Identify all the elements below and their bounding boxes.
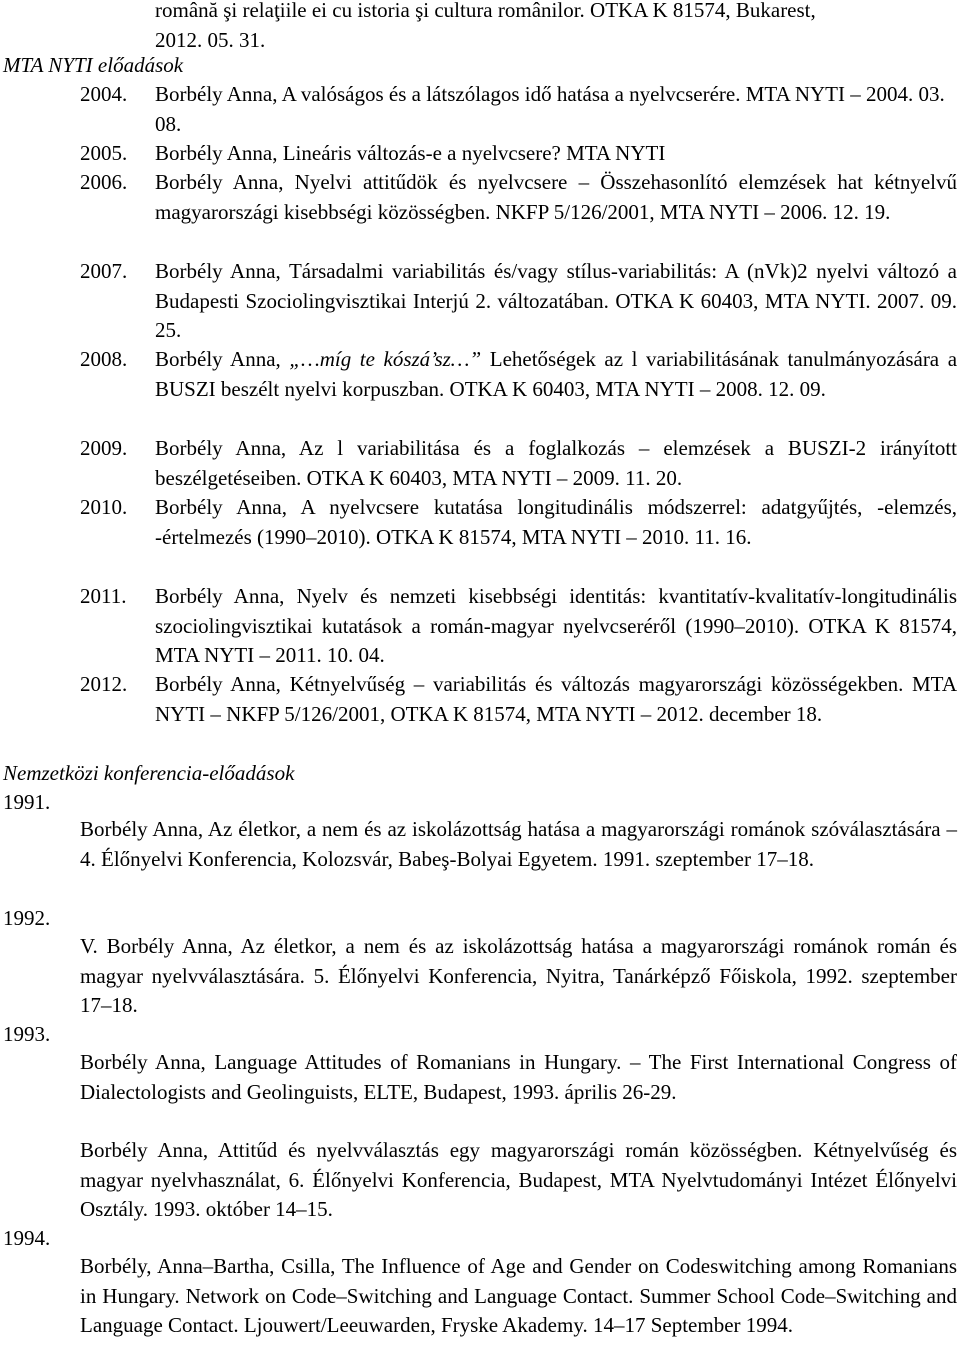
entry-text: Borbély Anna, Társadalmi variabilitás és/vagy stílus-variabilitás: A (nVk)2 nyelvi változó a Budapesti Szociolingvisztikai Interjú 2. változatában. OTKA K 60403, MTA NYTI. 2007. 09. 25. [155,259,957,342]
nyti-entry-2010 [80,493,957,552]
section-heading-international: Nemzetközi konferencia-előadások [3,761,295,785]
intl-entry-1994: Borbély, Anna–Bartha, Csilla, The Influence of Age and Gender on Codeswitching among Romanians in Hungary. Network on Code–Switching and Language Contact. Summer School Code–Switching and Language Contact. Ljouwert/Leeuwarden, Fryske Akademy. 14–17 September 1994. [80,1254,957,1337]
entry-year: 2009. [80,436,128,460]
intl-entry-1993-b: Borbély Anna, Attitűd és nyelvválasztás egy magyarországi román közösségben. Kétnyelvűség és magyar nyelvhasználat, 6. Élőnyelvi Konferencia, Budapest, MTA Nyelvtudományi Intézet Élőnyelvi Osztály. 1993. október 14–15. [80,1138,957,1221]
nyti-entry-2007 [80,257,957,346]
intl-year-1992: 1992. [3,906,51,930]
nyti-entry-2005 [80,139,957,169]
entry-year: 2011. [80,584,127,608]
intl-year-1991: 1991. [3,790,51,814]
entry-year: 2004. [80,82,128,106]
section-heading-nyti: MTA NYTI előadások [3,53,184,77]
entry-year: 2012. [80,672,128,696]
entry-text: Borbély Anna, Az l variabilitása és a foglalkozás – elemzések a BUSZI-2 irányított beszélgetéseiben. OTKA K 60403, MTA NYTI – 2009. 11. 20. [155,436,957,490]
nyti-entry-2011 [80,582,957,671]
entry-text: Borbély Anna, A valóságos és a látszólagos idő hatása a nyelvcserére. MTA NYTI – 2004. 03. 08. [155,82,945,136]
entry-year: 2005. [80,141,128,165]
entry-text [155,345,957,404]
nyti-entry-2004 [80,80,957,139]
continued-entry [155,0,957,55]
entry-text: Borbély Anna, Lineáris változás-e a nyelvcsere? MTA NYTI [155,141,666,165]
entry-text: Borbély Anna, Nyelvi attitűdök és nyelvcsere – Összehasonlító elemzések hat kétnyelvű magyarországi kisebbségi közösségben. NKFP 5/126/2001, MTA NYTI – 2006. 12. 19. [155,170,957,224]
intl-year-1993: 1993. [3,1022,51,1046]
entry-text-author: Borbély Anna, [155,347,290,371]
entry-year: 2006. [80,170,128,194]
entry-text-rest: Lehetőségek az l variabilitásának tanulmányozására a BUSZI beszélt nyelvi korpuszban. OTKA K 60403, MTA NYTI – 2008. 12. 09. [155,347,958,401]
intl-entry-1992: V. Borbély Anna, Az életkor, a nem és az iskolázottság hatása a magyarországi románok román és magyar nyelvválasztására. 5. Élőnyelvi Konferencia, Nyitra, Tanárképző Főiskola, 1992. szeptember 17–18. [80,934,957,1017]
nyti-entry-2006 [80,168,957,227]
nyti-entry-2009 [80,434,957,493]
entry-text: Borbély Anna, A nyelvcsere kutatása longitudinális módszerrel: adatgyűjtés, -elemzés, -értelmezés (1990–2010). OTKA K 81574, MTA NYTI – 2010. 11. 16. [155,495,957,549]
entry-text: Borbély Anna, Nyelv és nemzeti kisebbségi identitás: kvantitatív-kvalitatív-longitudinális szociolingvisztikai kutatások a román-magyar nyelvcseréről (1990–2010). OTKA K 81574, MTA NYTI – 2011. 10. 04. [155,584,957,667]
continued-line-2: 2012. 05. 31. [155,27,266,52]
entry-year: 2008. [80,347,128,371]
continued-line-1: română şi relaţiile ei cu istoria şi cultura românilor. OTKA K 81574, Bukarest, [155,0,816,22]
intl-entry-1991: Borbély Anna, Az életkor, a nem és az iskolázottság hatása a magyarországi románok szóválasztására – 4. Élőnyelvi Konferencia, Kolozsvár, Babeş-Bolyai Egyetem. 1991. szeptember 17–18. [80,817,957,871]
entry-text: Borbély Anna, Kétnyelvűség – variabilitás és változás magyarországi közösségekben. MTA NYTI – NKFP 5/126/2001, OTKA K 81574, MTA NYTI – 2012. december 18. [155,672,957,726]
entry-year: 2010. [80,495,128,519]
nyti-entry-2008 [80,345,957,404]
intl-entry-1993-a: Borbély Anna, Language Attitudes of Romanians in Hungary. – The First International Congress of Dialectologists and Geolinguists, ELTE, Budapest, 1993. április 26-29. [80,1050,957,1104]
nyti-entry-2012 [80,670,957,729]
entry-text-italic-title: „…míg te kószá’sz…” [289,347,482,371]
entry-year: 2007. [80,259,128,283]
intl-year-1994: 1994. [3,1226,51,1250]
